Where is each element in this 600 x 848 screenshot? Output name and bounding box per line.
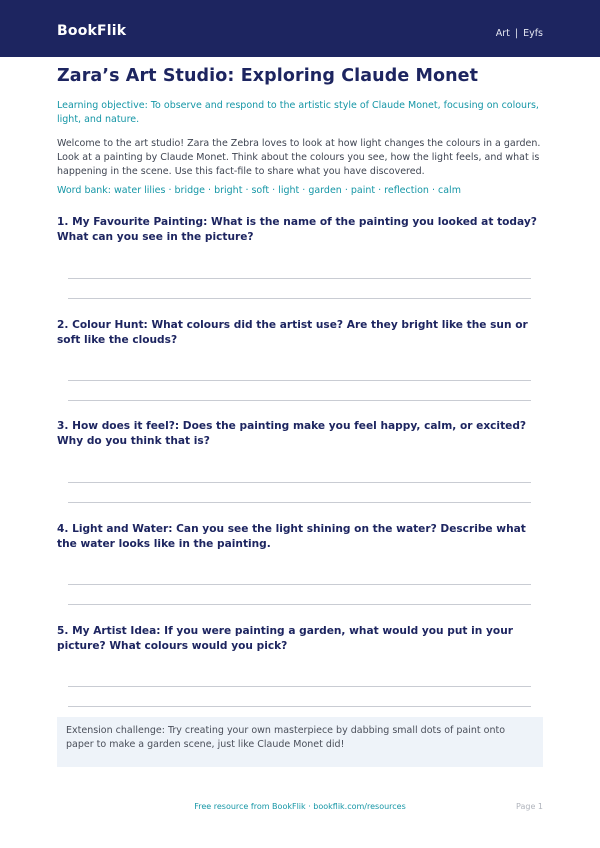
brand-logo-text[interactable]: BookFlik <box>57 23 127 39</box>
answer-line[interactable] <box>68 584 531 585</box>
question-4 <box>57 522 544 551</box>
answer-line[interactable] <box>68 380 531 381</box>
footer-resource-link[interactable]: Free resource from BookFlik · bookflik.com/resources <box>194 802 406 811</box>
question-4-text: 4. Light and Water: Can you see the light shining on the water? Describe what the water looks like in the painting. <box>57 523 526 550</box>
question-5-text: 5. My Artist Idea: If you were painting a garden, what would you put in your picture? What colours would you pick? <box>57 625 513 652</box>
answer-line[interactable] <box>68 502 531 503</box>
answer-line[interactable] <box>68 298 531 299</box>
intro-paragraph: Welcome to the art studio! Zara the Zebra loves to look at how light changes the colours in a garden. Look at a painting by Claude Monet. Think about the colours you see, how the light feels, and what is happening in the scene. Use this fact-file to share what you have discovered. <box>57 138 541 177</box>
question-3 <box>57 419 544 448</box>
extension-challenge-box: Extension challenge: Try creating your own masterpiece by dabbing small dots of paint onto paper to make a garden scene, just like Claude Monet did! <box>57 717 543 767</box>
question-3-text: 3. How does it feel?: Does the painting make you feel happy, calm, or excited? Why do you think that is? <box>57 420 527 447</box>
answer-line[interactable] <box>68 482 531 483</box>
question-5 <box>57 624 544 653</box>
page-number: Page 1 <box>516 802 543 811</box>
question-1-text: 1. My Favourite Painting: What is the name of the painting you looked at today? What can you see in the picture? <box>57 216 537 243</box>
breadcrumb <box>496 28 543 39</box>
answer-line[interactable] <box>68 604 531 605</box>
breadcrumb-separator: | <box>514 28 519 39</box>
answer-line[interactable] <box>68 686 531 687</box>
question-2 <box>57 318 544 347</box>
question-2-text: 2. Colour Hunt: What colours did the artist use? Are they bright like the sun or soft like the clouds? <box>57 319 528 346</box>
answer-line[interactable] <box>68 278 531 279</box>
question-1 <box>57 215 544 244</box>
answer-line[interactable] <box>68 400 531 401</box>
breadcrumb-item-art[interactable]: Art <box>495 28 510 39</box>
word-bank: Word bank: water lilies · bridge · bright · soft · light · garden · paint · reflection · calm <box>57 185 461 196</box>
answer-line[interactable] <box>68 706 531 707</box>
page-title: Zara’s Art Studio: Exploring Claude Monet <box>57 66 479 86</box>
top-header-bar <box>0 0 600 57</box>
learning-objective: Learning objective: To observe and respond to the artistic style of Claude Monet, focusing on colours, light, and nature. <box>57 100 539 125</box>
breadcrumb-item-eyfs[interactable]: Eyfs <box>523 28 543 39</box>
